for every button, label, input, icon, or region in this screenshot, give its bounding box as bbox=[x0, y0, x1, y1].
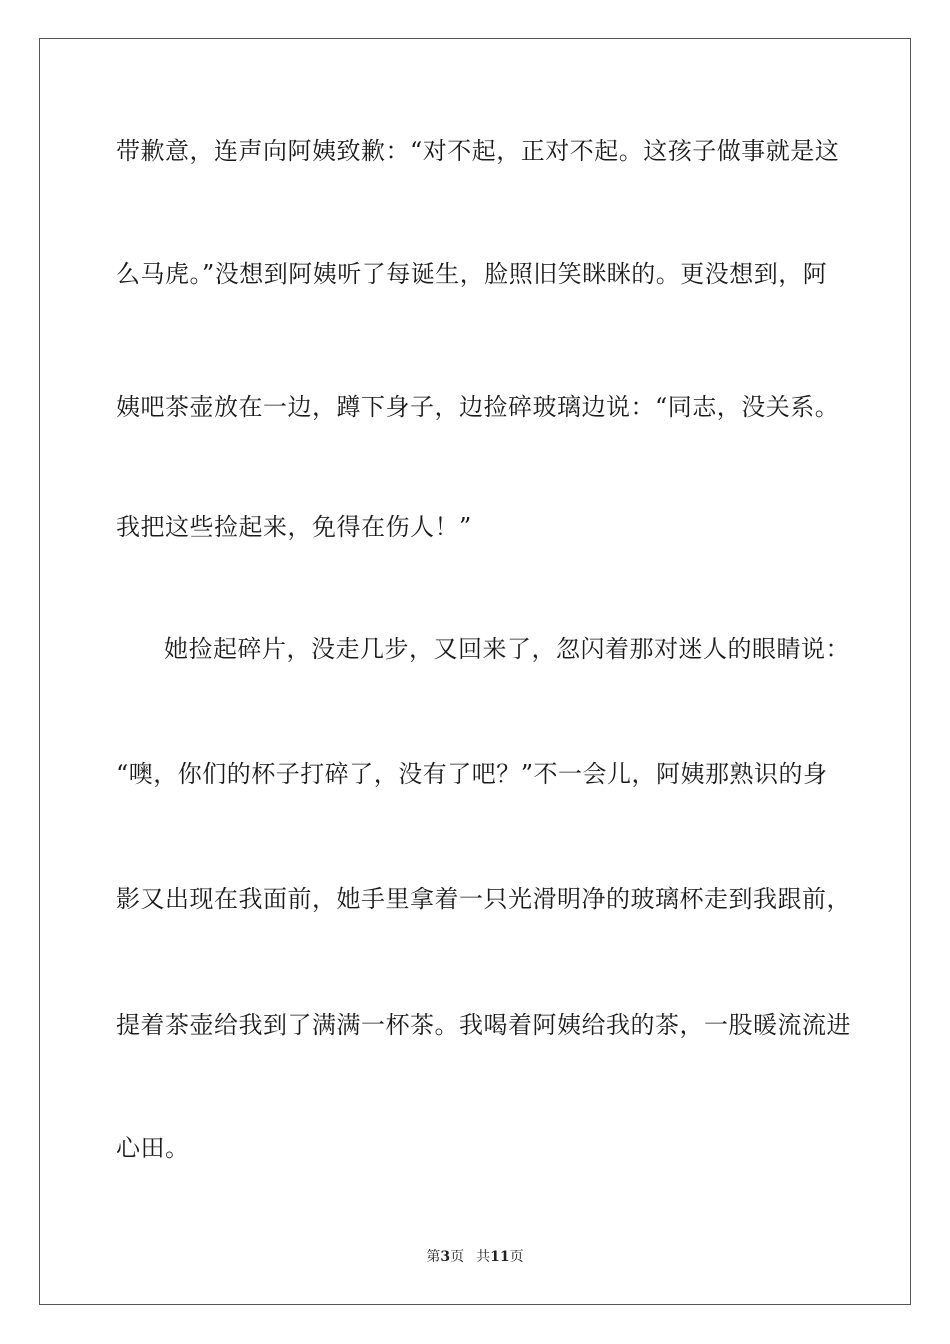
page-border bbox=[39, 38, 911, 1305]
page-footer bbox=[0, 1248, 950, 1266]
text-line: 带歉意，连声向阿姨致歉：“对不起，正对不起。这孩子做事就是这 bbox=[116, 137, 840, 165]
text-line: 姨吧茶壶放在一边，蹲下身子，边捡碎玻璃边说：“同志，没关系。 bbox=[116, 393, 840, 421]
text-line: 影又出现在我面前，她手里拿着一只光滑明净的玻璃杯走到我跟前， bbox=[116, 885, 851, 913]
text-line: “噢，你们的杯子打碎了，没有了吧？”不一会儿，阿姨那熟识的身 bbox=[116, 760, 828, 788]
page-label-prefix: 第 bbox=[426, 1249, 441, 1265]
page-number: 3 bbox=[440, 1249, 451, 1265]
total-label-prefix: 共 bbox=[476, 1249, 491, 1265]
paragraph-first-line: 她捡起碎片，没走几步，又回来了，忽闪着那对迷人的眼睛说： bbox=[164, 635, 850, 663]
text-line: 心田。 bbox=[116, 1134, 190, 1162]
text-line: 提着茶壶给我到了满满一杯茶。我喝着阿姨给我的茶，一股暖流流进 bbox=[116, 1011, 851, 1039]
page-label-suffix: 页 bbox=[450, 1249, 465, 1265]
text-line: 么马虎。”没想到阿姨听了每诞生，脸照旧笑眯眯的。更没想到，阿 bbox=[116, 260, 828, 288]
total-pages: 11 bbox=[490, 1249, 510, 1265]
total-label-suffix: 页 bbox=[509, 1249, 524, 1265]
text-line: 我把这些捡起来，免得在伤人！” bbox=[116, 513, 472, 541]
